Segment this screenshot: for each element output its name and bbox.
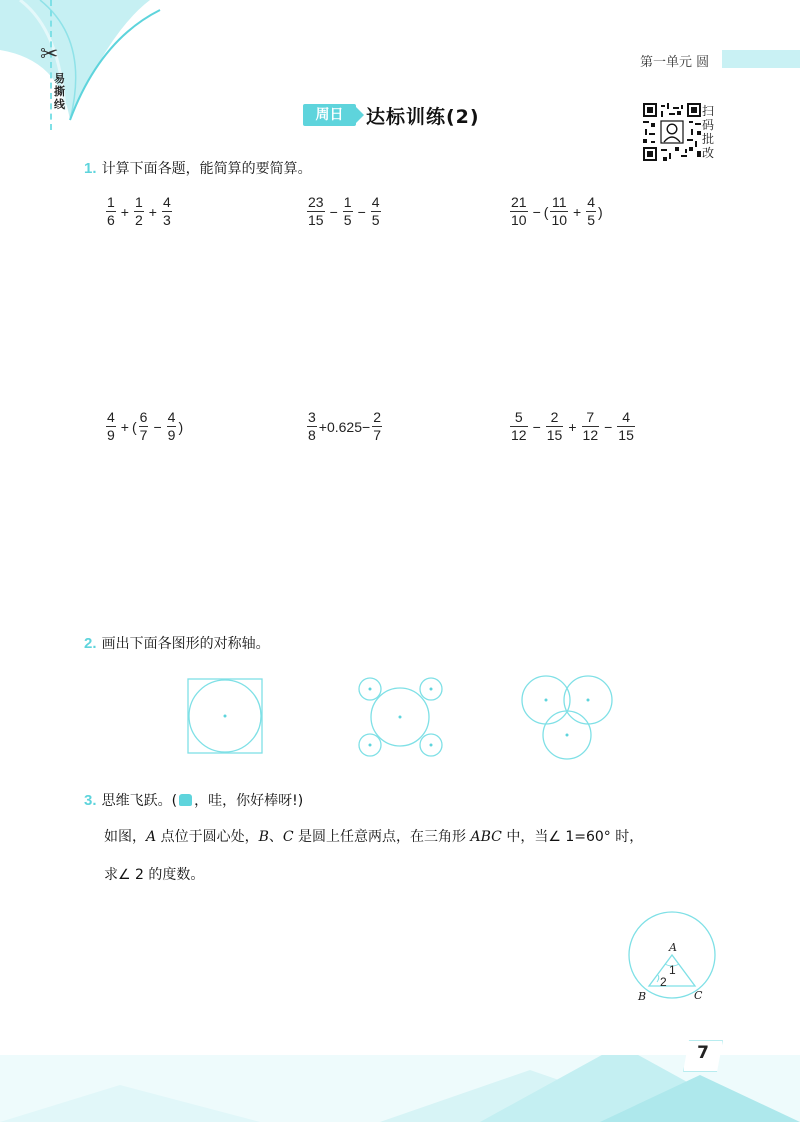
label-c: C: [694, 989, 703, 1002]
paren: ): [178, 418, 184, 435]
three-circles-figure: [520, 674, 616, 764]
fraction: $\frac{6}{7}$: [139, 409, 148, 443]
problem-3-line-1: 如图，A 点位于圆心处，B、C 是圆上任意两点，在三角形 ABC 中，当∠ 1=60° 时，: [104, 829, 644, 845]
operator: −: [532, 418, 541, 435]
paren: ): [598, 203, 603, 220]
operator: +: [148, 203, 157, 220]
operator: +: [120, 418, 129, 435]
operator: −: [153, 418, 162, 435]
fraction: $\frac{4}{15}$: [618, 409, 634, 443]
angle-2-label: 2: [660, 975, 667, 989]
question-2-heading: [84, 633, 270, 653]
fraction: $\frac{11}{10}$: [551, 194, 568, 228]
expression-5: [305, 410, 384, 443]
page-number: 7: [697, 1043, 709, 1063]
operator: +0.625−: [318, 418, 371, 435]
praise-text: ，哇，你好棒呀!): [194, 793, 304, 809]
unit-label: 第一单元 圆: [640, 55, 710, 70]
fraction: $\frac{1}{5}$: [343, 194, 352, 228]
operator: +: [568, 418, 577, 435]
fraction: $\frac{7}{12}$: [582, 409, 599, 443]
operator: −: [357, 203, 366, 220]
expression-4: [104, 410, 183, 443]
cut-line-label: 易撕线: [54, 72, 65, 111]
question-title: 思维飞跃。: [101, 793, 172, 809]
operator: +: [120, 203, 129, 220]
question-text: 画出下面各图形的对称轴。: [101, 636, 270, 652]
fraction: $\frac{1}{6}$: [107, 194, 115, 228]
question-text: 计算下面各题，能简算的要简算。: [101, 161, 312, 177]
fraction: $\frac{2}{7}$: [373, 409, 381, 443]
operator: −: [329, 203, 338, 220]
five-circles-figure: [355, 676, 445, 760]
variable: ABC: [470, 829, 502, 845]
fraction: $\frac{4}{3}$: [162, 194, 171, 228]
unit-bar: [722, 50, 800, 68]
expression-6: [508, 410, 637, 443]
fraction: $\frac{4}{9}$: [167, 409, 176, 443]
fraction: $\frac{3}{8}$: [308, 409, 316, 443]
day-badge: 周日: [303, 104, 356, 126]
operator: −: [532, 203, 541, 220]
fraction: $\frac{4}{5}$: [587, 194, 595, 228]
fraction: $\frac{23}{15}$: [308, 194, 324, 228]
expression-2: [305, 195, 383, 228]
page-title: 达标训练(2): [366, 106, 480, 128]
angle-1-label: 1: [669, 963, 676, 977]
operator: +: [573, 203, 582, 220]
paren: (: [131, 418, 137, 435]
label-a: A: [669, 941, 677, 954]
square-circle-figure: [185, 676, 265, 756]
fraction: $\frac{4}{5}$: [371, 194, 380, 228]
thumbs-up-icon: [179, 794, 192, 806]
fraction: $\frac{4}{9}$: [107, 409, 115, 443]
corner-decoration: [0, 0, 170, 130]
fraction: $\frac{5}{12}$: [511, 409, 527, 443]
operator: −: [604, 418, 613, 435]
question-1-heading: [84, 158, 312, 178]
fraction: $\frac{2}{15}$: [546, 409, 563, 443]
question-3-heading: [84, 790, 303, 810]
qr-code-icon[interactable]: [643, 103, 701, 161]
expression-3: [508, 195, 603, 228]
qr-label: 扫码批改: [702, 104, 715, 160]
triangle-in-circle-figure: [625, 908, 725, 1008]
praise-open: (: [171, 793, 178, 809]
fraction: $\frac{1}{2}$: [134, 194, 143, 228]
fraction: $\frac{21}{10}$: [511, 194, 527, 228]
question-number: 2.: [84, 635, 97, 652]
footer-decoration: [0, 1055, 800, 1122]
paren: (: [543, 203, 549, 220]
expression-1: [104, 195, 174, 228]
problem-3-line-2: 求∠ 2 的度数。: [104, 867, 205, 883]
question-number: 3.: [84, 792, 97, 809]
variable: C: [282, 829, 294, 845]
scissors-icon: ✂: [40, 42, 59, 67]
question-number: 1.: [84, 160, 97, 177]
variable: B: [258, 829, 269, 845]
variable: A: [146, 829, 157, 845]
label-b: B: [638, 990, 647, 1003]
